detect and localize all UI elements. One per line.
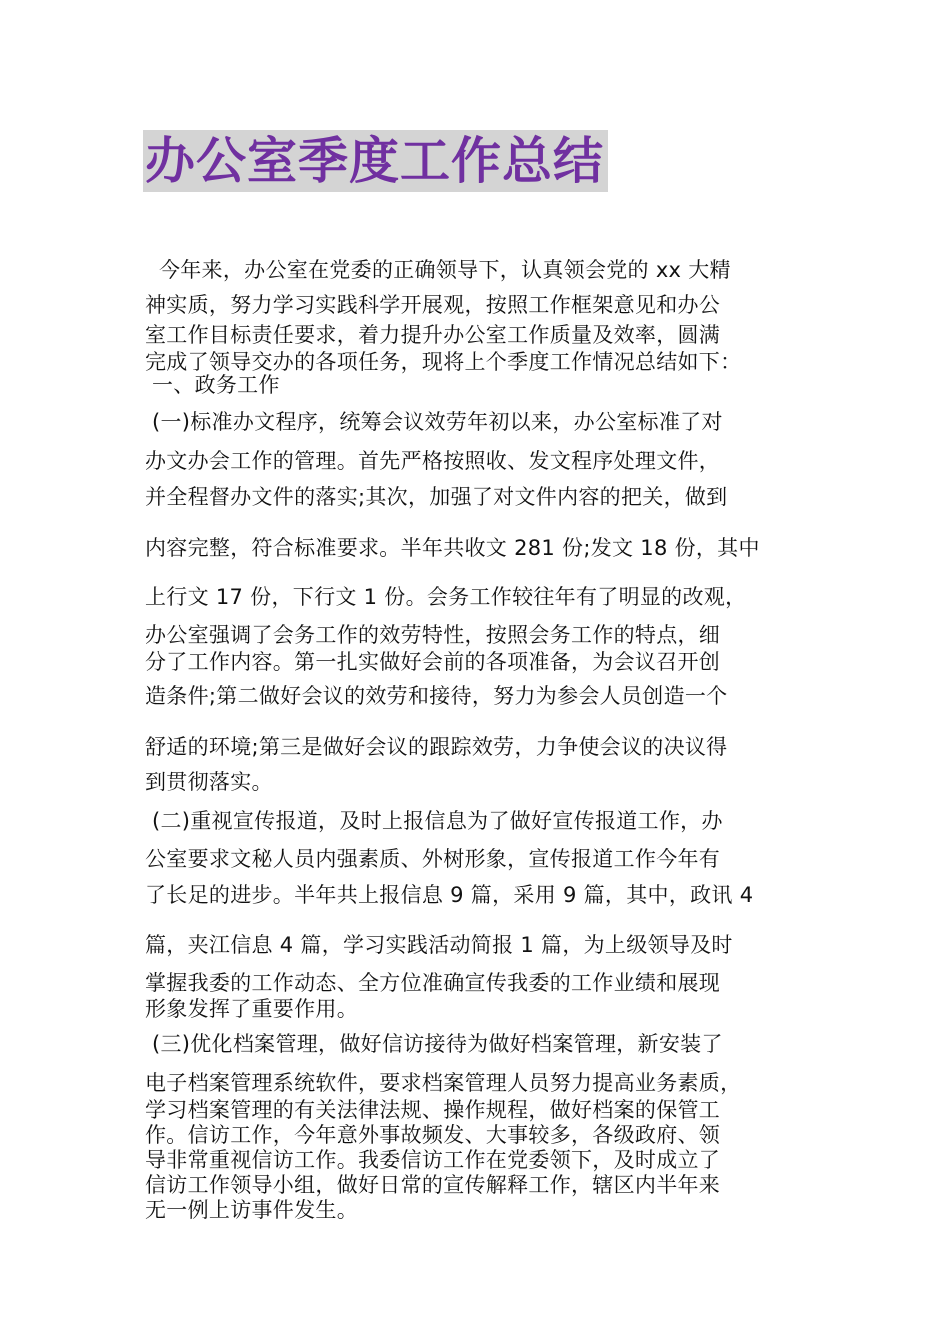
body-line: (二)重视宣传报道，及时上报信息为了做好宣传报道工作，办 xyxy=(145,809,723,833)
body-line: 室工作目标责任要求，着力提升办公室工作质量及效率，圆满 xyxy=(145,323,721,347)
body-line: 掌握我委的工作动态、全方位准确宣传我委的工作业绩和展现 xyxy=(145,971,721,995)
body-line: 分了工作内容。第一扎实做好会前的各项准备，为会议召开创 xyxy=(145,650,721,674)
body-line: 办公室强调了会务工作的效劳特性，按照会务工作的特点，细 xyxy=(145,623,721,647)
body-line: 了长足的进步。半年共上报信息 9 篇，采用 9 篇，其中，政讯 4 xyxy=(145,883,754,907)
body-line: 学习档案管理的有关法律法规、操作规程，做好档案的保管工 xyxy=(145,1098,721,1122)
body-line: 并全程督办文件的落实;其次，加强了对文件内容的把关，做到 xyxy=(145,485,728,509)
body-line: 无一例上访事件发生。 xyxy=(145,1198,358,1222)
body-line: (一)标准办文程序，统筹会议效劳年初以来，办公室标准了对 xyxy=(145,410,723,434)
body-line: 形象发挥了重要作用。 xyxy=(145,997,358,1021)
body-line: 今年来，办公室在党委的正确领导下，认真领会党的 xx 大精 xyxy=(145,258,731,282)
body-line: 上行文 17 份，下行文 1 份。会务工作较往年有了明显的改观， xyxy=(145,585,747,609)
body-line: 电子档案管理系统软件，要求档案管理人员努力提高业务素质， xyxy=(145,1071,742,1095)
body-line: 公室要求文秘人员内强素质、外树形象，宣传报道工作今年有 xyxy=(145,847,721,871)
title-highlight xyxy=(143,130,608,192)
body-line: 神实质，努力学习实践科学开展观，按照工作框架意见和办公 xyxy=(145,293,721,317)
body-line: 内容完整，符合标准要求。半年共收文 281 份;发文 18 份，其中 xyxy=(145,536,760,560)
body-line: 信访工作领导小组，做好日常的宣传解释工作，辖区内半年来 xyxy=(145,1173,721,1197)
body-line: 篇，夹江信息 4 篇，学习实践活动简报 1 篇，为上级领导及时 xyxy=(145,933,733,957)
body-line: (三)优化档案管理，做好信访接待为做好档案管理，新安装了 xyxy=(145,1032,723,1056)
section-heading: 一、政务工作 xyxy=(145,373,280,397)
body-line: 作。信访工作，今年意外事故频发、大事较多，各级政府、领 xyxy=(145,1123,721,1147)
document-title: 办公室季度工作总结 xyxy=(145,132,604,190)
body-line: 到贯彻落实。 xyxy=(145,770,273,794)
body-line: 造条件;第二做好会议的效劳和接待，努力为参会人员创造一个 xyxy=(145,684,728,708)
body-line: 导非常重视信访工作。我委信访工作在党委领下，及时成立了 xyxy=(145,1148,721,1172)
body-line: 完成了领导交办的各项任务，现将上个季度工作情况总结如下： xyxy=(145,350,742,374)
body-line: 舒适的环境;第三是做好会议的跟踪效劳，力争使会议的决议得 xyxy=(145,735,728,759)
body-line: 办文办会工作的管理。首先严格按照收、发文程序处理文件， xyxy=(145,449,721,473)
